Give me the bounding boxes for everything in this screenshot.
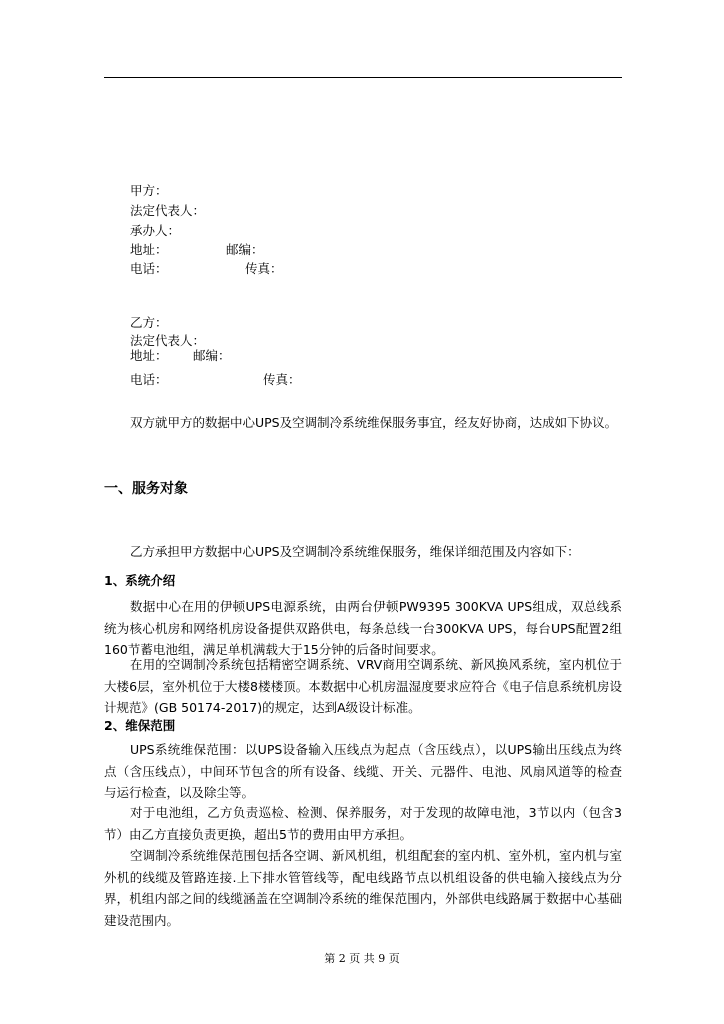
party-a-rep: 法定代表人： bbox=[130, 203, 206, 218]
subsection-2-para-3: 空调制冷系统维保范围包括各空调、新风机组，机组配套的室内机、室外机，室内机与室外机的线缆及管路连接.上下排水管管线等，配电线路节点以机组设备的供电输入接线点为分界，机组内部之间的线缆涵盖在空调制冷系统的维保范围内，外部供电线路属于数据中心基础建设范围内。 bbox=[104, 848, 622, 928]
party-b-label: 乙方： bbox=[130, 315, 168, 330]
section-1-title: 一、服务对象 bbox=[104, 481, 188, 497]
page-number: 第 2 页 共 9 页 bbox=[324, 952, 400, 965]
header-rule bbox=[104, 77, 622, 78]
intro-paragraph: 双方就甲方的数据中心UPS及空调制冷系统维保服务事宜，经友好协商，达成如下协议。 bbox=[130, 415, 618, 430]
subsection-2-para-1: UPS系统维保范围：以UPS设备输入压线点为起点（含压线点），以UPS输出压线点为终点（含压线点），中间环节包含的所有设备、线缆、开关、元器件、电池、风扇风道等的检查与运行检查，以及除尘等。 bbox=[104, 742, 622, 800]
subsection-2-para-2: 对于电池组，乙方负责巡检、检测、保养服务，对于发现的故障电池，3节以内（包含3节）由乙方直接负责更换，超出5节的费用由甲方承担。 bbox=[104, 805, 622, 842]
party-a-label: 甲方： bbox=[130, 183, 168, 198]
party-b-phone: 电话： bbox=[130, 372, 168, 387]
party-b-address: 地址： bbox=[130, 348, 168, 363]
party-a-postcode: 邮编： bbox=[226, 242, 264, 257]
party-b-postcode: 邮编： bbox=[193, 348, 231, 363]
subsection-1-para-1: 数据中心在用的伊顿UPS电源系统，由两台伊顿PW9395 300KVA UPS组成，双总线系统为核心机房和网络机房设备提供双路供电，每条总线一台300KVA UPS，每台UPS配置2组160节蓄电池组，满足单机满载大于15分钟的后备时间要求。 bbox=[104, 599, 622, 657]
party-a-fax: 传真： bbox=[245, 261, 283, 276]
party-b-fax: 传真： bbox=[263, 372, 301, 387]
party-b-rep: 法定代表人： bbox=[130, 333, 206, 348]
subsection-1-para-2: 在用的空调制冷系统包括精密空调系统、VRV商用空调系统、新风换风系统，室内机位于大楼6层，室外机位于大楼8楼楼顶。本数据中心机房温湿度要求应符合《电子信息系统机房设计规范》(GB 50174-2017)的规定，达到A级设计标准。 bbox=[104, 657, 622, 715]
subsection-2-title: 2、维保范围 bbox=[104, 718, 176, 733]
subsection-1-title: 1、系统介绍 bbox=[104, 573, 176, 588]
party-a-address: 地址： bbox=[130, 242, 168, 257]
party-a-handler: 承办人： bbox=[130, 223, 181, 238]
party-a-phone: 电话： bbox=[130, 261, 168, 276]
section-1-lead: 乙方承担甲方数据中心UPS及空调制冷系统维保服务，维保详细范围及内容如下： bbox=[130, 544, 580, 559]
